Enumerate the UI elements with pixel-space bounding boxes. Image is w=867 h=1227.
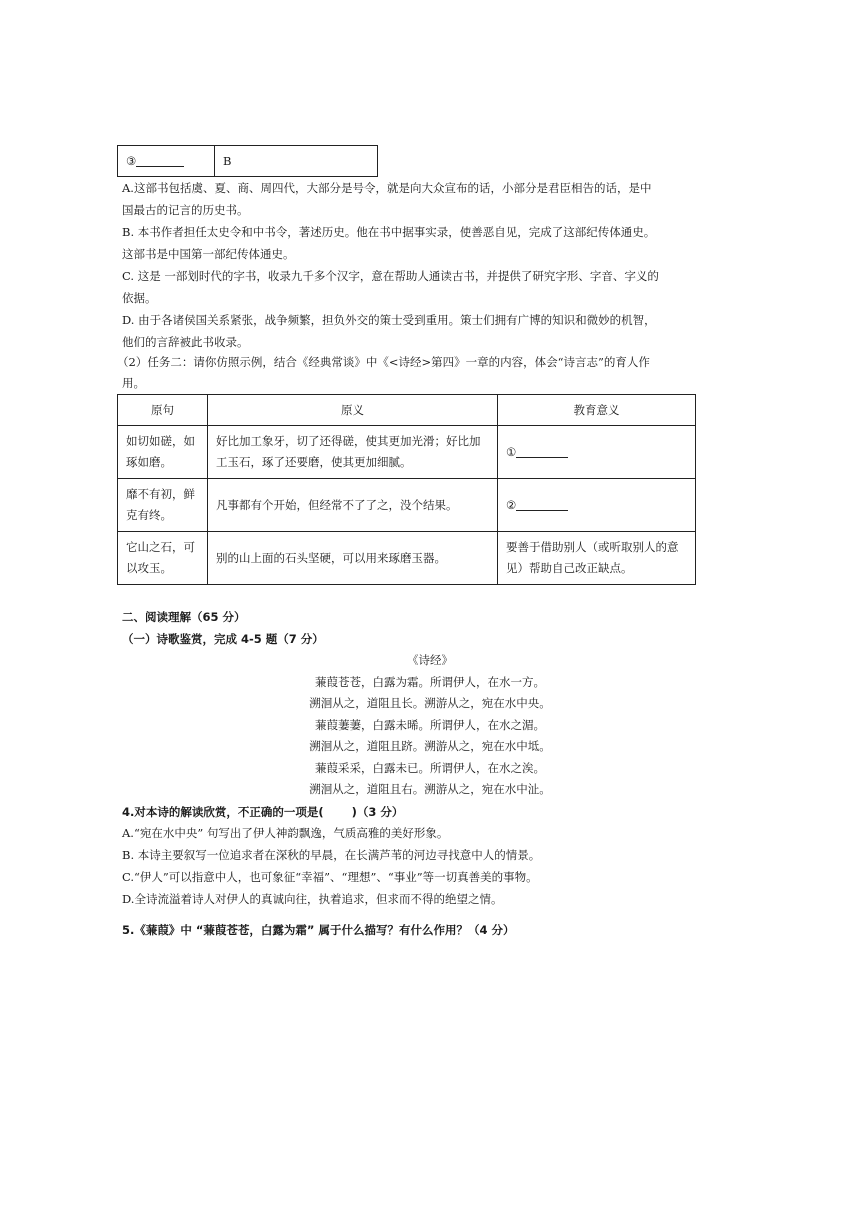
answer-blank[interactable] <box>136 154 184 167</box>
table-row <box>118 426 696 479</box>
q4-option-d: D.全诗流溢着诗人对伊人的真诚向往，执着追求，但求而不得的绝望之情。 <box>122 892 503 906</box>
option-d-line2: 他们的言辞被此书收录。 <box>122 335 249 349</box>
table-cell-number: ③ <box>118 146 215 177</box>
row3-original: 它山之石，可 以攻玉。 <box>118 532 208 585</box>
row3-education: 要善于借助别人（或听取别人的意 见）帮助自己改正缺点。 <box>498 532 696 585</box>
poem-line-1: 蒹葭苍苍，白露为霜。所谓伊人，在水一方。 <box>315 675 545 689</box>
row1-education: ① <box>498 426 696 479</box>
header-meaning: 原义 <box>208 395 498 426</box>
option-a-line2: 国最古的记言的历史书。 <box>122 203 249 217</box>
education-meaning-table <box>117 394 696 585</box>
table-row <box>118 532 696 585</box>
option-c-line1: C. 这是 一部划时代的字书，收录九千多个汉字，意在帮助人通读古书，并提供了研究字形、字音、字义的 <box>122 269 659 283</box>
poem-source: 《诗经》 <box>407 653 453 667</box>
question-5: 5.《蒹葭》中 “蒹葭苍苍，白露为霜” 属于什么描写？有什么作用？（4 分） <box>122 923 515 937</box>
question-4-stem: 4.对本诗的解读欣赏，不正确的一项是( )（3 分） <box>122 805 404 819</box>
row3-meaning: 别的山上面的石头坚硬，可以用来琢磨玉器。 <box>208 532 498 585</box>
row2-meaning: 凡事都有个开始，但经常不了了之，没个结果。 <box>208 479 498 532</box>
row2-education: ② <box>498 479 696 532</box>
row1-meaning: 好比加工象牙，切了还得磋，使其更加光滑；好比加 工玉石，琢了还要磨，使其更加细腻。 <box>208 426 498 479</box>
row1-original: 如切如磋，如 琢如磨。 <box>118 426 208 479</box>
poem-line-5: 蒹葭采采，白露未已。所谓伊人，在水之涘。 <box>315 761 545 775</box>
poem-line-4: 溯洄从之，道阻且跻。溯游从之，宛在水中坻。 <box>309 739 551 753</box>
section-title: 二、阅读理解（65 分） <box>122 610 246 624</box>
header-education: 教育意义 <box>498 395 696 426</box>
poem-line-3: 蒹葭萋萋，白露未晞。所谓伊人，在水之湄。 <box>315 718 545 732</box>
option-d-line1: D. 由于各诸侯国关系紧张，战争频繁，担负外交的策士受到重用。策士们拥有广博的知识和微妙的机智， <box>122 313 656 327</box>
task2-line2: 用。 <box>122 376 145 390</box>
header-original: 原句 <box>118 395 208 426</box>
option-c-line2: 依据。 <box>122 291 157 305</box>
answer-blank-2[interactable] <box>516 498 568 511</box>
table-header-row <box>118 395 696 426</box>
q4-option-c: C.“伊人”可以指意中人，也可象征“幸福”、“理想”、“事业”等一切真善美的事物。 <box>122 870 538 884</box>
section-subtitle: （一）诗歌鉴赏，完成 4-5 题（7 分） <box>122 632 324 646</box>
poem-line-2: 溯洄从之，道阻且长。溯游从之，宛在水中央。 <box>309 696 551 710</box>
option-b-line1: B. 本书作者担任太史令和中书令，著述历史。他在书中据事实录，使善恶自见，完成了这部纪传体通史。 <box>122 225 656 239</box>
answer-table-fragment <box>117 145 378 177</box>
poem-line-6: 溯洄从之，道阻且右。溯游从之，宛在水中沚。 <box>309 782 551 796</box>
task2-line1: （2）任务二：请你仿照示例，结合《经典常谈》中《<诗经>第四》一章的内容，体会“诗言志”的育人作 <box>117 355 650 369</box>
answer-blank-1[interactable] <box>516 445 568 458</box>
q4-option-b: B. 本诗主要叙写一位追求者在深秋的早晨，在长满芦苇的河边寻找意中人的情景。 <box>122 848 541 862</box>
q4-option-a: A.“宛在水中央” 句写出了伊人神韵飘逸，气质高雅的美好形象。 <box>122 826 449 840</box>
table-cell-value: B <box>215 146 378 177</box>
row2-original: 靡不有初，鲜 克有终。 <box>118 479 208 532</box>
option-a-line1: A.这部书包括虞、夏、商、周四代，大部分是号令，就是向大众宣布的话，小部分是君臣相告的话，是中 <box>122 181 652 195</box>
option-b-line2: 这部书是中国第一部纪传体通史。 <box>122 247 295 261</box>
table-row <box>118 479 696 532</box>
